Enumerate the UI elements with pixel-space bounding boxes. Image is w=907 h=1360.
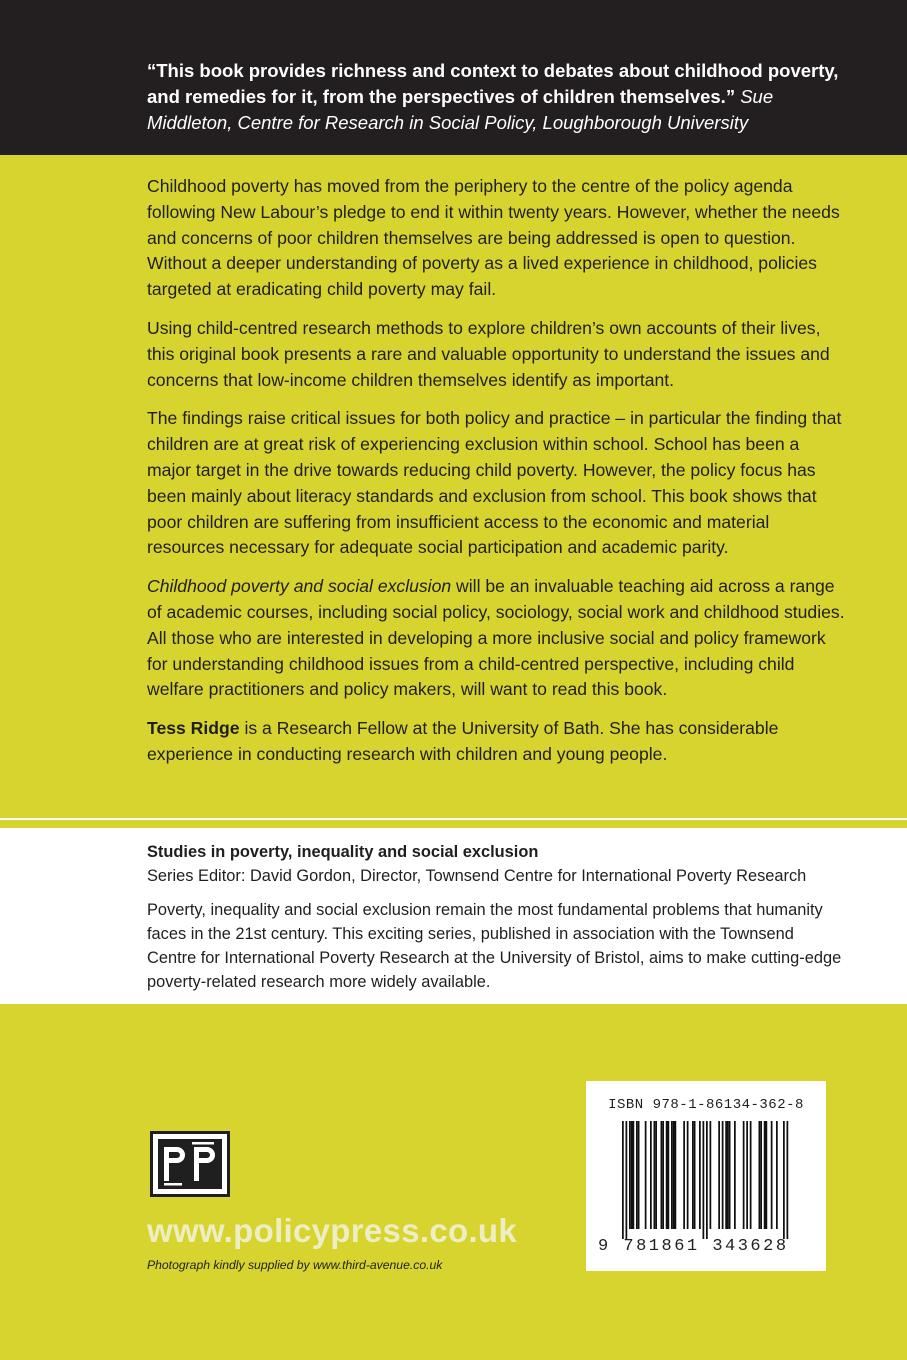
description-paragraph-3: The findings raise critical issues for both policy and practice – in particular the finding that children are at great risk of experiencing exclusion within school. School has been a major target in the drive towards reducing child poverty. However, the policy focus has been mainly about literacy standards and exclusion from school. This book shows that poor children are suffering from insufficient access to the economic and material resources necessary for adequate social participation and academic parity.: [147, 408, 842, 558]
barcode-bar: [750, 1121, 752, 1229]
paragraph-4-text: will be an invaluable teaching aid across a range of academic courses, including social policy, sociology, social work and childhood studies. All those who are interested in developing a more inclusive social and policy framework for understanding childhood issues from a child-centred perspective, including child welfare practitioners and policy makers, will want to read this book.: [147, 576, 845, 700]
barcode-bar: [622, 1121, 624, 1239]
quote-text: “This book provides richness and context to debates about childhood poverty, and remedies for it, from the perspectives of children themselves.”: [147, 60, 839, 107]
barcode-bar: [746, 1121, 748, 1229]
barcode-bar: [729, 1121, 731, 1229]
author-bio: [147, 716, 847, 768]
series-title: Studies in poverty, inequality and social exclusion: [147, 843, 539, 861]
barcode-bar: [633, 1121, 635, 1229]
barcode-bar: [671, 1121, 673, 1229]
barcode-bar: [694, 1121, 696, 1229]
barcode-bar: [727, 1121, 729, 1229]
barcode-bar: [759, 1121, 761, 1229]
publisher-url[interactable]: www.policypress.co.uk: [147, 1212, 518, 1249]
barcode-bar: [783, 1121, 785, 1239]
series-description: Poverty, inequality and social exclusion remain the most fundamental problems that humanity faces in the 21st century. This exciting series, published in association with the Townsend Centre for International Poverty Research at the University of Bristol, aims to make cutting-edge poverty-related research more widely available.: [147, 901, 842, 991]
barcode-bar: [722, 1121, 724, 1229]
barcode-bar: [626, 1121, 628, 1239]
barcode-bar: [654, 1121, 656, 1229]
barcode-bar: [699, 1121, 701, 1229]
isbn-label: ISBN 978-1-86134-362-8: [608, 1097, 804, 1113]
barcode-bar: [661, 1121, 663, 1229]
divider-line: [0, 818, 907, 820]
policy-press-logo: [150, 1131, 230, 1197]
description-paragraph-4: [147, 574, 847, 703]
ean-digits: 9 781861 343628: [598, 1237, 789, 1256]
barcode-bar: [675, 1121, 677, 1229]
barcode-bar: [650, 1121, 652, 1229]
barcode-bar: [666, 1121, 668, 1229]
barcode-bar: [645, 1121, 647, 1229]
barcode-bar: [668, 1121, 670, 1229]
series-info: [147, 840, 847, 994]
barcode-bar: [706, 1121, 708, 1239]
photo-credit: Photograph kindly supplied by www.third-avenue.co.uk: [147, 1258, 443, 1272]
barcode-bar: [687, 1121, 689, 1229]
barcode-bar: [718, 1121, 720, 1229]
book-description: [147, 174, 847, 781]
barcode-bar: [725, 1121, 727, 1229]
barcode-bar: [673, 1121, 675, 1229]
barcode-bar: [636, 1121, 638, 1229]
barcode-icon: [622, 1121, 790, 1239]
isbn-barcode-box: [586, 1081, 826, 1271]
barcode-bar: [766, 1121, 768, 1229]
barcode-bar: [629, 1121, 631, 1229]
barcode-bar: [710, 1121, 712, 1229]
author-bio-text: is a Research Fellow at the University of Bath. She has considerable experience in conducting research with children and young people.: [147, 718, 779, 764]
barcode-bar: [771, 1121, 773, 1229]
barcode-bar: [764, 1121, 766, 1229]
series-editor: Series Editor: David Gordon, Director, Townsend Centre for International Poverty Research: [147, 867, 807, 885]
barcode-bar: [703, 1121, 705, 1239]
barcode-bar: [776, 1121, 778, 1229]
barcode-bar: [638, 1121, 640, 1229]
description-paragraph-1: Childhood poverty has moved from the periphery to the centre of the policy agenda following New Labour’s pledge to end it within twenty years. However, whether the needs and concerns of poor children themselves are being addressed is open to question. Without a deeper understanding of poverty as a lived experience in childhood, policies targeted at eradicating child poverty may fail.: [147, 176, 840, 300]
description-paragraph-2: Using child-centred research methods to explore children’s own accounts of their lives, this original book presents a rare and valuable opportunity to understand the issues and concerns that low-income children themselves identify as important.: [147, 317, 830, 390]
barcode-bar: [760, 1121, 762, 1229]
quote-attribution: Sue Middleton, Centre for Research in Social Policy, Loughborough University: [147, 86, 774, 133]
endorsement-quote: [147, 58, 847, 136]
barcode-bar: [683, 1121, 685, 1229]
barcode-bar: [787, 1121, 789, 1239]
barcode-bar: [692, 1121, 694, 1229]
book-title: Childhood poverty and social exclusion: [147, 576, 452, 597]
logo-pp-icon: [158, 1139, 222, 1189]
barcode-bar: [631, 1121, 633, 1229]
barcode-bar: [734, 1121, 736, 1229]
barcode-bar: [655, 1121, 657, 1229]
barcode-bar: [743, 1121, 745, 1229]
barcode-bar: [662, 1121, 664, 1229]
author-name: Tess Ridge: [147, 718, 240, 739]
logo-mark: [158, 1139, 222, 1189]
